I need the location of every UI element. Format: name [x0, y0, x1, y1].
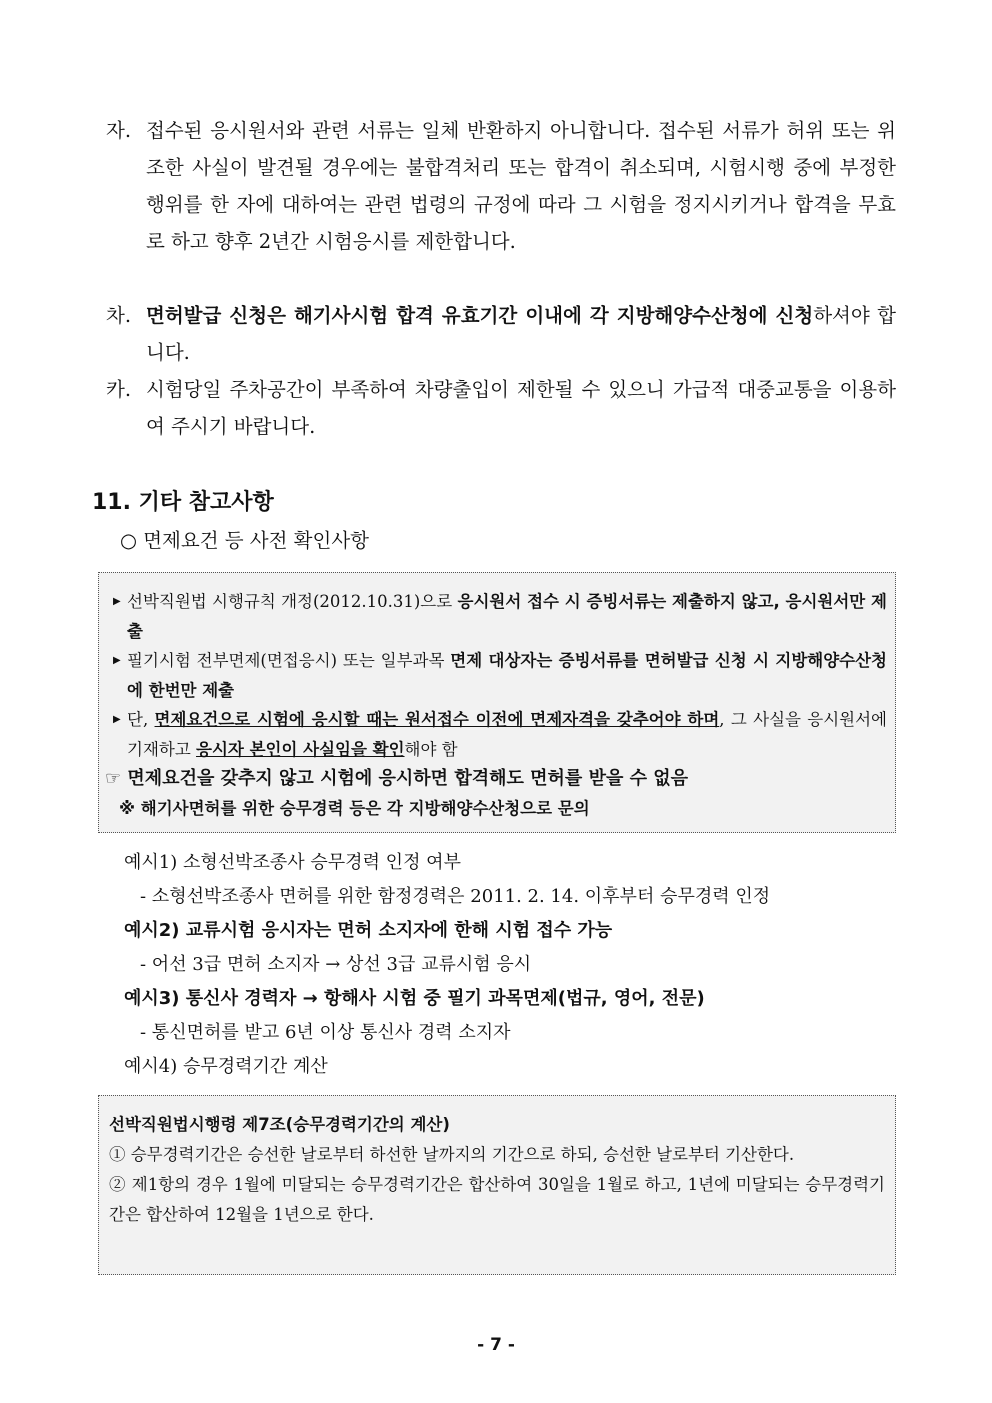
item-ja	[106, 112, 896, 260]
warning-text: ☞ 면제요건을 갖추지 않고 시험에 응시하면 합격해도 면허를 받을 수 없음	[105, 768, 689, 789]
notice-box	[98, 572, 896, 833]
bullet-text: , 그 사실을 응시원서에 기재하고	[127, 710, 887, 759]
bullet-text: 해야 함	[404, 739, 458, 759]
item-text: 접수된 응시원서와 관련 서류는 일체 반환하지 아니합니다. 접수된 서류가 허위 또는 위조한 사실이 발견될 경우에는 불합격처리 또는 합격이 취소되며, 시험시행 중에 부정한 행위를 한 자에 대하여는 관련 법령의 규정에 따라 그 시험을 정지시키거나 합격을 무효로 하고 향후 2년간 시험응시를 제한합니다.	[146, 119, 896, 253]
section-subtitle: ○ 면제요건 등 사전 확인사항	[120, 529, 370, 552]
bullet-text: 선박직원법 시행규칙 개정(2012.10.31)으로	[127, 592, 458, 611]
item-marker: 카.	[106, 378, 132, 401]
example-detail: - 소형선박조종사 면허를 위한 함정경력은 2011. 2. 14. 이후부터 승무경력 인정	[140, 886, 771, 907]
section-title: 11. 기타 참고사항	[92, 490, 274, 515]
triangle-bullet-icon: ▶	[113, 714, 121, 725]
note-text: ※ 해기사면허를 위한 승무경력 등은 각 지방해양수산청으로 문의	[119, 798, 590, 818]
bullet-underlined-text: 면제요건으로 시험에 응시할 때는 원서접수 이전에 면제자격을 갖추어야 하며	[154, 710, 720, 729]
item-text: 하셔야 합니다.	[146, 304, 896, 364]
example-line: 예시1) 소형선박조종사 승무경력 인정 여부	[124, 852, 461, 873]
notice-bullet	[113, 705, 887, 764]
law-title: 선박직원법시행령 제7조(승무경력기간의 계산)	[109, 1115, 450, 1134]
bullet-underlined-text: 응시자 본인이 사실임을 확인	[196, 739, 405, 759]
example-detail: - 어선 3급 면허 소지자 → 상선 3급 교류시험 응시	[140, 954, 532, 975]
bullet-bold-text: 응시원서 접수 시 증빙서류는 제출하지 않고, 응시원서만 제출	[127, 592, 887, 641]
triangle-bullet-icon: ▶	[113, 655, 121, 666]
bullet-bold-text: 면제 대상자는 증빙서류를 면허발급 신청 시 지방해양수산청에 한번만 제출	[127, 651, 887, 700]
notice-bullet	[113, 646, 887, 705]
example-line: 예시4) 승무경력기간 계산	[124, 1056, 328, 1077]
triangle-bullet-icon: ▶	[113, 596, 121, 607]
example-detail: - 통신면허를 받고 6년 이상 통신사 경력 소지자	[140, 1022, 511, 1043]
bullet-text: 필기시험 전부면제(면접응시) 또는 일부과목	[127, 651, 451, 670]
bullet-text: 단,	[127, 710, 155, 729]
item-bold-text: 면허발급 신청은 해기사시험 합격 유효기간 이내에 각 지방해양수산청에 신청	[146, 304, 814, 327]
item-text: 시험당일 주차공간이 부족하여 차량출입이 제한될 수 있으니 가급적 대중교통을 이용하여 주시기 바랍니다.	[146, 378, 896, 438]
example-line: 예시3) 통신사 경력자 → 항해사 시험 중 필기 과목면제(법규, 영어, 전문)	[124, 988, 705, 1009]
example-line: 예시2) 교류시험 응시자는 면허 소지자에 한해 시험 접수 가능	[124, 920, 613, 941]
item-marker: 차.	[106, 304, 132, 327]
law-box	[98, 1095, 896, 1275]
notice-bullet	[113, 587, 887, 646]
law-clause: ① 승무경력기간은 승선한 날로부터 하선한 날까지의 기간으로 하되, 승선한 날로부터 기산한다.	[109, 1145, 795, 1164]
item-marker: 자.	[106, 119, 132, 142]
item-cha	[106, 297, 896, 371]
item-ka	[106, 371, 896, 445]
page-number: - 7 -	[477, 1335, 515, 1355]
law-clause: ② 제1항의 경우 1월에 미달되는 승무경력기간은 합산하여 30일을 1월로 하고, 1년에 미달되는 승무경력기간은 합산하여 12월을 1년으로 한다.	[109, 1175, 885, 1224]
